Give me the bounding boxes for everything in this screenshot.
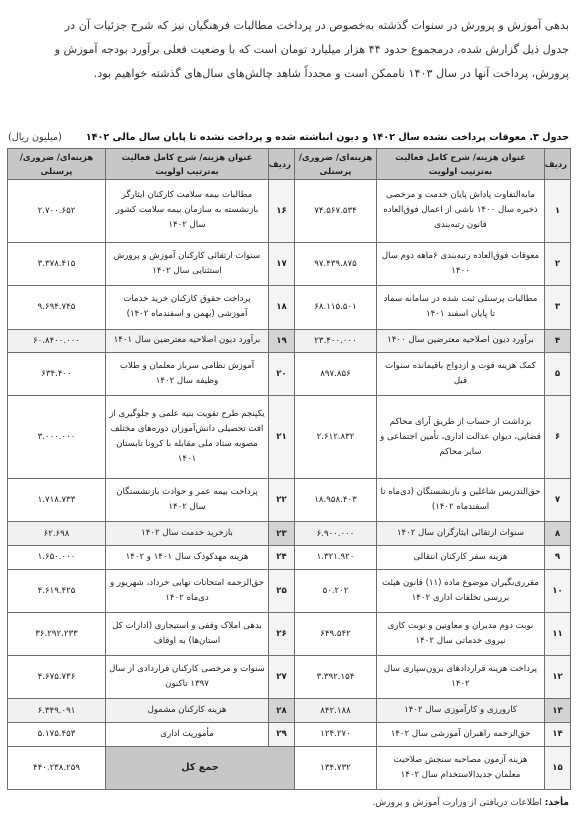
row-number: ۲۰ (269, 353, 295, 396)
row-title: مقرری‌بگیران موضوع ماده (۱۱) قانون هیئت بررسی تخلفات اداری ۱۴۰۲ (377, 569, 545, 612)
row-number: ۲۴ (269, 545, 295, 569)
row-title: برآورد دیون اصلاحیه معترضین سال ۱۴۰۰ (377, 329, 545, 353)
row-title: مطالبات پرسنلی ثبت شده در سامانه سماد تا پایان اسفند ۱۴۰۱ (377, 286, 545, 329)
row-title: معوقات فوق‌العاده رتبه‌بندی ۶ماهه دوم سال ۱۴۰۰ (377, 242, 545, 285)
row-title: مطالبات بیمه سلامت کارکنان ایثارگر بازنشسته به سازمان بیمه سلامت کشور سال ۱۴۰۲ (106, 180, 269, 243)
header-title (106, 149, 269, 180)
row-amount: ۸۹۷.۸۵۶ (295, 353, 377, 396)
row-amount: ۶۳۴.۴۰۰ (8, 353, 106, 396)
table-row (8, 479, 571, 522)
row-title: پرداخت بیمه عمر و حوادث بازنشستگان سال ۱۴۰۲ (106, 479, 269, 522)
row-amount: ۶۲.۶۹۸ (8, 522, 106, 546)
table-row (8, 396, 571, 479)
row-number: ۱۴ (545, 723, 571, 747)
table-row (8, 242, 571, 285)
table-row (8, 545, 571, 569)
header-amount-line-2: پرسنلی (319, 166, 352, 176)
row-number: ۲۷ (269, 656, 295, 699)
table-caption-row (8, 132, 569, 143)
row-title: پرداخت حقوق کارکنان خرید خدمات آموزشی (بهمن و اسفندماه ۱۴۰۲) (106, 286, 269, 329)
row-amount: ۵.۱۷۵.۴۵۳ (8, 723, 106, 747)
row-amount: ۵۰.۲۰۲ (295, 569, 377, 612)
row-amount: ۱۸.۹۵۸.۴۰۳ (295, 479, 377, 522)
header-amount (295, 149, 377, 180)
total-amount: ۴۴۰.۲۳۸.۲۵۹ (8, 746, 106, 789)
debts-table (7, 148, 571, 790)
table-body (8, 180, 571, 790)
table-caption: جدول ۳. معوقات پرداخت نشده سال ۱۴۰۲ و دیون انباشته شده و پرداخت نشده تا پایان سال مالی ۱۴۰۲ (85, 132, 569, 143)
row-amount: ۴.۶۷۵.۷۳۶ (8, 656, 106, 699)
row-title: کمک هزینه فوت و ازدواج باقیمانده سنوات قبل (377, 353, 545, 396)
row-amount: ۸۴۲.۱۸۸ (295, 699, 377, 723)
header-row-no: ردیف (269, 149, 295, 180)
source-label: مأخذ: (544, 798, 569, 808)
table-header (8, 149, 571, 180)
row-number: ۲۵ (269, 569, 295, 612)
header-row-no: ردیف (545, 149, 571, 180)
row-amount: ۱.۷۱۸.۷۳۳ (8, 479, 106, 522)
header-title-line-1: عنوان هزینه/ شرح کامل فعالیت (395, 152, 526, 162)
row-number: ۱۰ (545, 569, 571, 612)
row-amount: ۱.۶۵۰.۰۰۰ (8, 545, 106, 569)
row-amount: ۶۸.۱۱۵.۵۰۱ (295, 286, 377, 329)
row-number: ۲۱ (269, 396, 295, 479)
row-title: نوبت دوم مدیران و معاونین و نوبت کاری نیروی خدماتی سال ۱۴۰۲ (377, 612, 545, 655)
table-row (8, 329, 571, 353)
row-number: ۱۲ (545, 656, 571, 699)
row-amount: ۳.۳۷۸.۴۱۵ (8, 242, 106, 285)
header-title-line-1: عنوان هزینه/ شرح کامل فعالیت (121, 152, 253, 162)
row-title: سنوات ارتقائی ایثارگران سال ۱۴۰۲ (377, 522, 545, 546)
table-row (8, 656, 571, 699)
header-title-line-2: به‌ترتیب اولویت (428, 166, 493, 176)
row-number: ۶ (545, 396, 571, 479)
table-row (8, 522, 571, 546)
row-number: ۲۶ (269, 612, 295, 655)
row-amount: ۲.۷۰۰.۶۵۲ (8, 180, 106, 243)
table-unit: (میلیون ریال) (8, 132, 62, 143)
row-amount: ۶.۳۴۹.۰۹۱ (8, 699, 106, 723)
row-title: هزینه مهدکودک سال ۱۴۰۱ و ۱۴۰۲ (106, 545, 269, 569)
row-number: ۴ (545, 329, 571, 353)
intro-paragraph (8, 14, 569, 86)
intro-line-2: جدول ذیل گزارش شده، درمجموع حدود ۴۴ هزار میلیارد تومان است که با وضعیت فعلی برآورد بودجه آموزش و (54, 43, 569, 56)
row-title: هزینه سفر کارکنان انتقالی (377, 545, 545, 569)
table-row (8, 699, 571, 723)
row-amount: ۱۳۴.۷۳۲ (295, 746, 377, 789)
row-title: مابه‌التفاوت پاداش پایان خدمت و مرخصی ذخیره سال ۱۴۰۰ ناشی از اعمال فوق‌العاده قانون رتبه‌بندی (377, 180, 545, 243)
row-number: ۱ (545, 180, 571, 243)
row-title: پرداخت هزینه قراردادهای برون‌سپاری سال ۱۴۰۲ (377, 656, 545, 699)
row-title: سنوات ارتقائی کارکنان آموزش و پرورش استثنایی سال ۱۴۰۲ (106, 242, 269, 285)
table-row (8, 723, 571, 747)
row-title: یکپنجم طرح تقویت بنیه علمی و جلوگیری از افت تحصیلی دانش‌آموزان دوره‌های مختلف مصوبه ستاد ملی مقابله با کرونا تابستان ۱۴۰۱ (106, 396, 269, 479)
row-amount: ۹۷.۴۳۹.۸۷۵ (295, 242, 377, 285)
table-row (8, 569, 571, 612)
row-title: هزینه آزمون مصاحبه سنجش صلاحیت معلمان جدیدالاستخدام سال ۱۴۰۲ (377, 746, 545, 789)
row-amount: ۳.۰۰۰.۰۰۰ (8, 396, 106, 479)
row-amount: ۷۴.۵۶۷.۵۳۴ (295, 180, 377, 243)
row-title: سنوات و مرخصی کارکنان قراردادی از سال ۱۳۹۷ تاکنون (106, 656, 269, 699)
row-number: ۱۹ (269, 329, 295, 353)
row-title: برآورد دیون اصلاحیه معترضین سال ۱۴۰۱ (106, 329, 269, 353)
row-amount: ۴.۶۱۹.۴۲۵ (8, 569, 106, 612)
row-number: ۱۸ (269, 286, 295, 329)
intro-line-3: پرورش، پرداخت آنها در سال ۱۴۰۳ ناممکن است و مجدداً شاهد چالش‌های سال‌های گذشته خواهیم بود. (93, 67, 569, 80)
total-label: جمع کل (106, 746, 295, 789)
row-title: آموزش نظامی سرباز معلمان و طلاب وظیفه سال ۱۴۰۲ (106, 353, 269, 396)
row-number: ۲۹ (269, 723, 295, 747)
row-amount: ۳.۳۹۲.۱۵۴ (295, 656, 377, 699)
row-number: ۲۸ (269, 699, 295, 723)
table-row (8, 286, 571, 329)
row-number: ۱۵ (545, 746, 571, 789)
row-title: برداشت از حساب از طریق آرای محاکم قضایی، دیوان عدالت اداری، تأمین اجتماعی و سایر محاکم (377, 396, 545, 479)
row-amount: ۳۶.۲۹۲.۲۳۳ (8, 612, 106, 655)
row-title: حق‌الزحمه راهبران آموزشی سال ۱۴۰۲ (377, 723, 545, 747)
row-number: ۱۱ (545, 612, 571, 655)
row-amount: ۲.۶۱۲.۸۳۲ (295, 396, 377, 479)
row-number: ۳ (545, 286, 571, 329)
row-number: ۱۳ (545, 699, 571, 723)
row-amount: ۶۴۹.۵۴۲ (295, 612, 377, 655)
row-number: ۲۳ (269, 522, 295, 546)
header-amount-line-1: هزینه‌ای/ ضروری/ (298, 152, 373, 162)
row-amount: ۶.۹۰۰.۰۰۰ (295, 522, 377, 546)
row-title: بازخرید خدمت سال ۱۴۰۲ (106, 522, 269, 546)
row-number: ۷ (545, 479, 571, 522)
row-title: بدهی املاک وقفی و استیجاری (ادارات کل استان‌ها) به اوقاف (106, 612, 269, 655)
row-number: ۲ (545, 242, 571, 285)
header-title (377, 149, 545, 180)
row-amount: ۱.۳۲۱.۹۲۰ (295, 545, 377, 569)
header-amount-line-1: هزینه‌ای/ ضروری/ (19, 152, 94, 162)
row-amount: ۹.۶۹۴.۷۴۵ (8, 286, 106, 329)
row-title: هزینه کارکنان مشمول (106, 699, 269, 723)
row-amount: ۲۳.۴۰۰.۰۰۰ (295, 329, 377, 353)
table-row (8, 746, 571, 789)
table-row (8, 612, 571, 655)
intro-line-1: بدهی آموزش و پرورش در سنوات گذشته به‌خصوص در پرداخت مطالبات فرهنگیان نیز که شرح جزئیات آن در (64, 19, 569, 32)
row-amount: ۶۰.۸۴۰۰.۰۰۰ (8, 329, 106, 353)
row-number: ۱۷ (269, 242, 295, 285)
row-number: ۸ (545, 522, 571, 546)
table-row (8, 353, 571, 396)
row-title: کارورزی و کارآموزی سال ۱۴۰۲ (377, 699, 545, 723)
row-title: مأموریت اداری (106, 723, 269, 747)
row-number: ۵ (545, 353, 571, 396)
header-amount-line-2: پرسنلی (40, 166, 73, 176)
header-amount (8, 149, 106, 180)
row-title: حق‌الزحمه امتحانات نهایی خرداد، شهریور و دی‌ماه ۱۴۰۲ (106, 569, 269, 612)
row-number: ۱۶ (269, 180, 295, 243)
row-number: ۲۲ (269, 479, 295, 522)
source-text: اطلاعات دریافتی از وزارت آموزش و پرورش. (372, 798, 542, 808)
row-number: ۹ (545, 545, 571, 569)
table-row (8, 180, 571, 243)
header-title-line-2: به‌ترتیب اولویت (155, 166, 219, 176)
row-amount: ۱۲۴.۲۷۰ (295, 723, 377, 747)
source-note (372, 798, 569, 808)
row-title: حق‌التدریس شاغلین و بازنشستگان (دی‌ماه تا اسفندماه ۱۴۰۲) (377, 479, 545, 522)
